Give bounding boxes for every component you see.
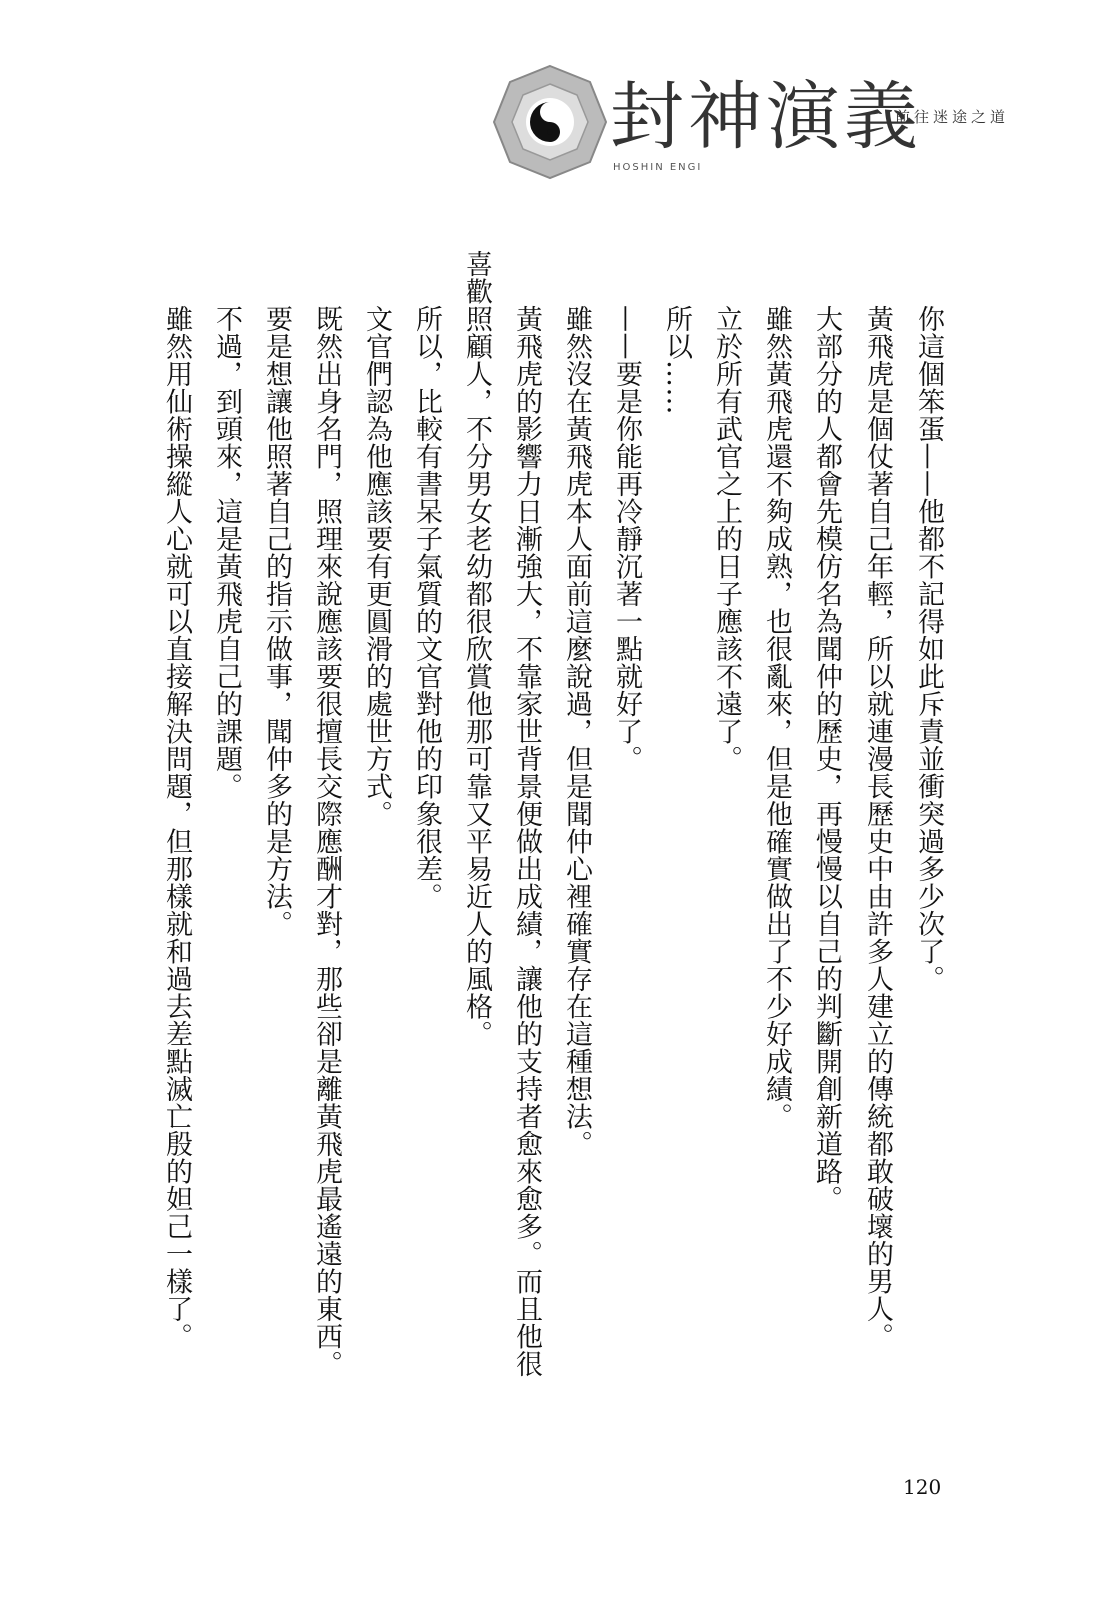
book-subtitle: 前往迷途之道 [895, 108, 1010, 126]
text-line: 既然出身名門，照理來說應該要很擅長交際應酬才對，那些卻是離黃飛虎最遙遠的東西。 [311, 305, 342, 1378]
book-title-romaji: HOSHIN ENGI [613, 162, 703, 173]
text-line: 黃飛虎是個仗著自己年輕，所以就連漫長歷史中由許多人建立的傳統都敢破壞的男人。 [862, 305, 893, 1350]
page-number: 120 [903, 1475, 942, 1499]
text-line: 所以…… [661, 305, 692, 415]
text-line: 你這個笨蛋——他都不記得如此斥責並衝突過多少次了。 [913, 305, 944, 993]
text-line: 要是想讓他照著自己的指示做事，聞仲多的是方法。 [261, 305, 292, 938]
book-header [470, 52, 1050, 182]
text-line: 立於所有武官之上的日子應該不遠了。 [711, 305, 742, 773]
text-line: 雖然沒在黃飛虎本人面前這麼說過，但是聞仲心裡確實存在這種想法。 [561, 305, 592, 1158]
bagua-yin-yang-logo [490, 62, 610, 182]
text-line: 所以，比較有書呆子氣質的文官對他的印象很差。 [411, 305, 442, 910]
text-line: 雖然用仙術操縱人心就可以直接解決問題，但那樣就和過去差點滅亡殷的妲己一樣了。 [161, 305, 192, 1350]
text-line: ——要是你能再冷靜沉著一點就好了。 [611, 305, 642, 773]
text-line: 雖然黃飛虎還不夠成熟，也很亂來，但是他確實做出了不少好成績。 [761, 305, 792, 1130]
book-title: 封神演義 [610, 74, 922, 160]
text-line: 喜歡照顧人，不分男女老幼都很欣賞他那可靠又平易近人的風格。 [461, 250, 492, 1048]
text-line: 文官們認為他應該要有更圓滑的處世方式。 [361, 305, 392, 828]
text-line: 黃飛虎的影響力日漸強大，不靠家世背景便做出成績，讓他的支持者愈來愈多。而且他很 [511, 305, 542, 1378]
text-line: 不過，到頭來，這是黃飛虎自己的課題。 [211, 305, 242, 800]
text-line: 大部分的人都會先模仿名為聞仲的歷史，再慢慢以自己的判斷開創新道路。 [811, 305, 842, 1213]
